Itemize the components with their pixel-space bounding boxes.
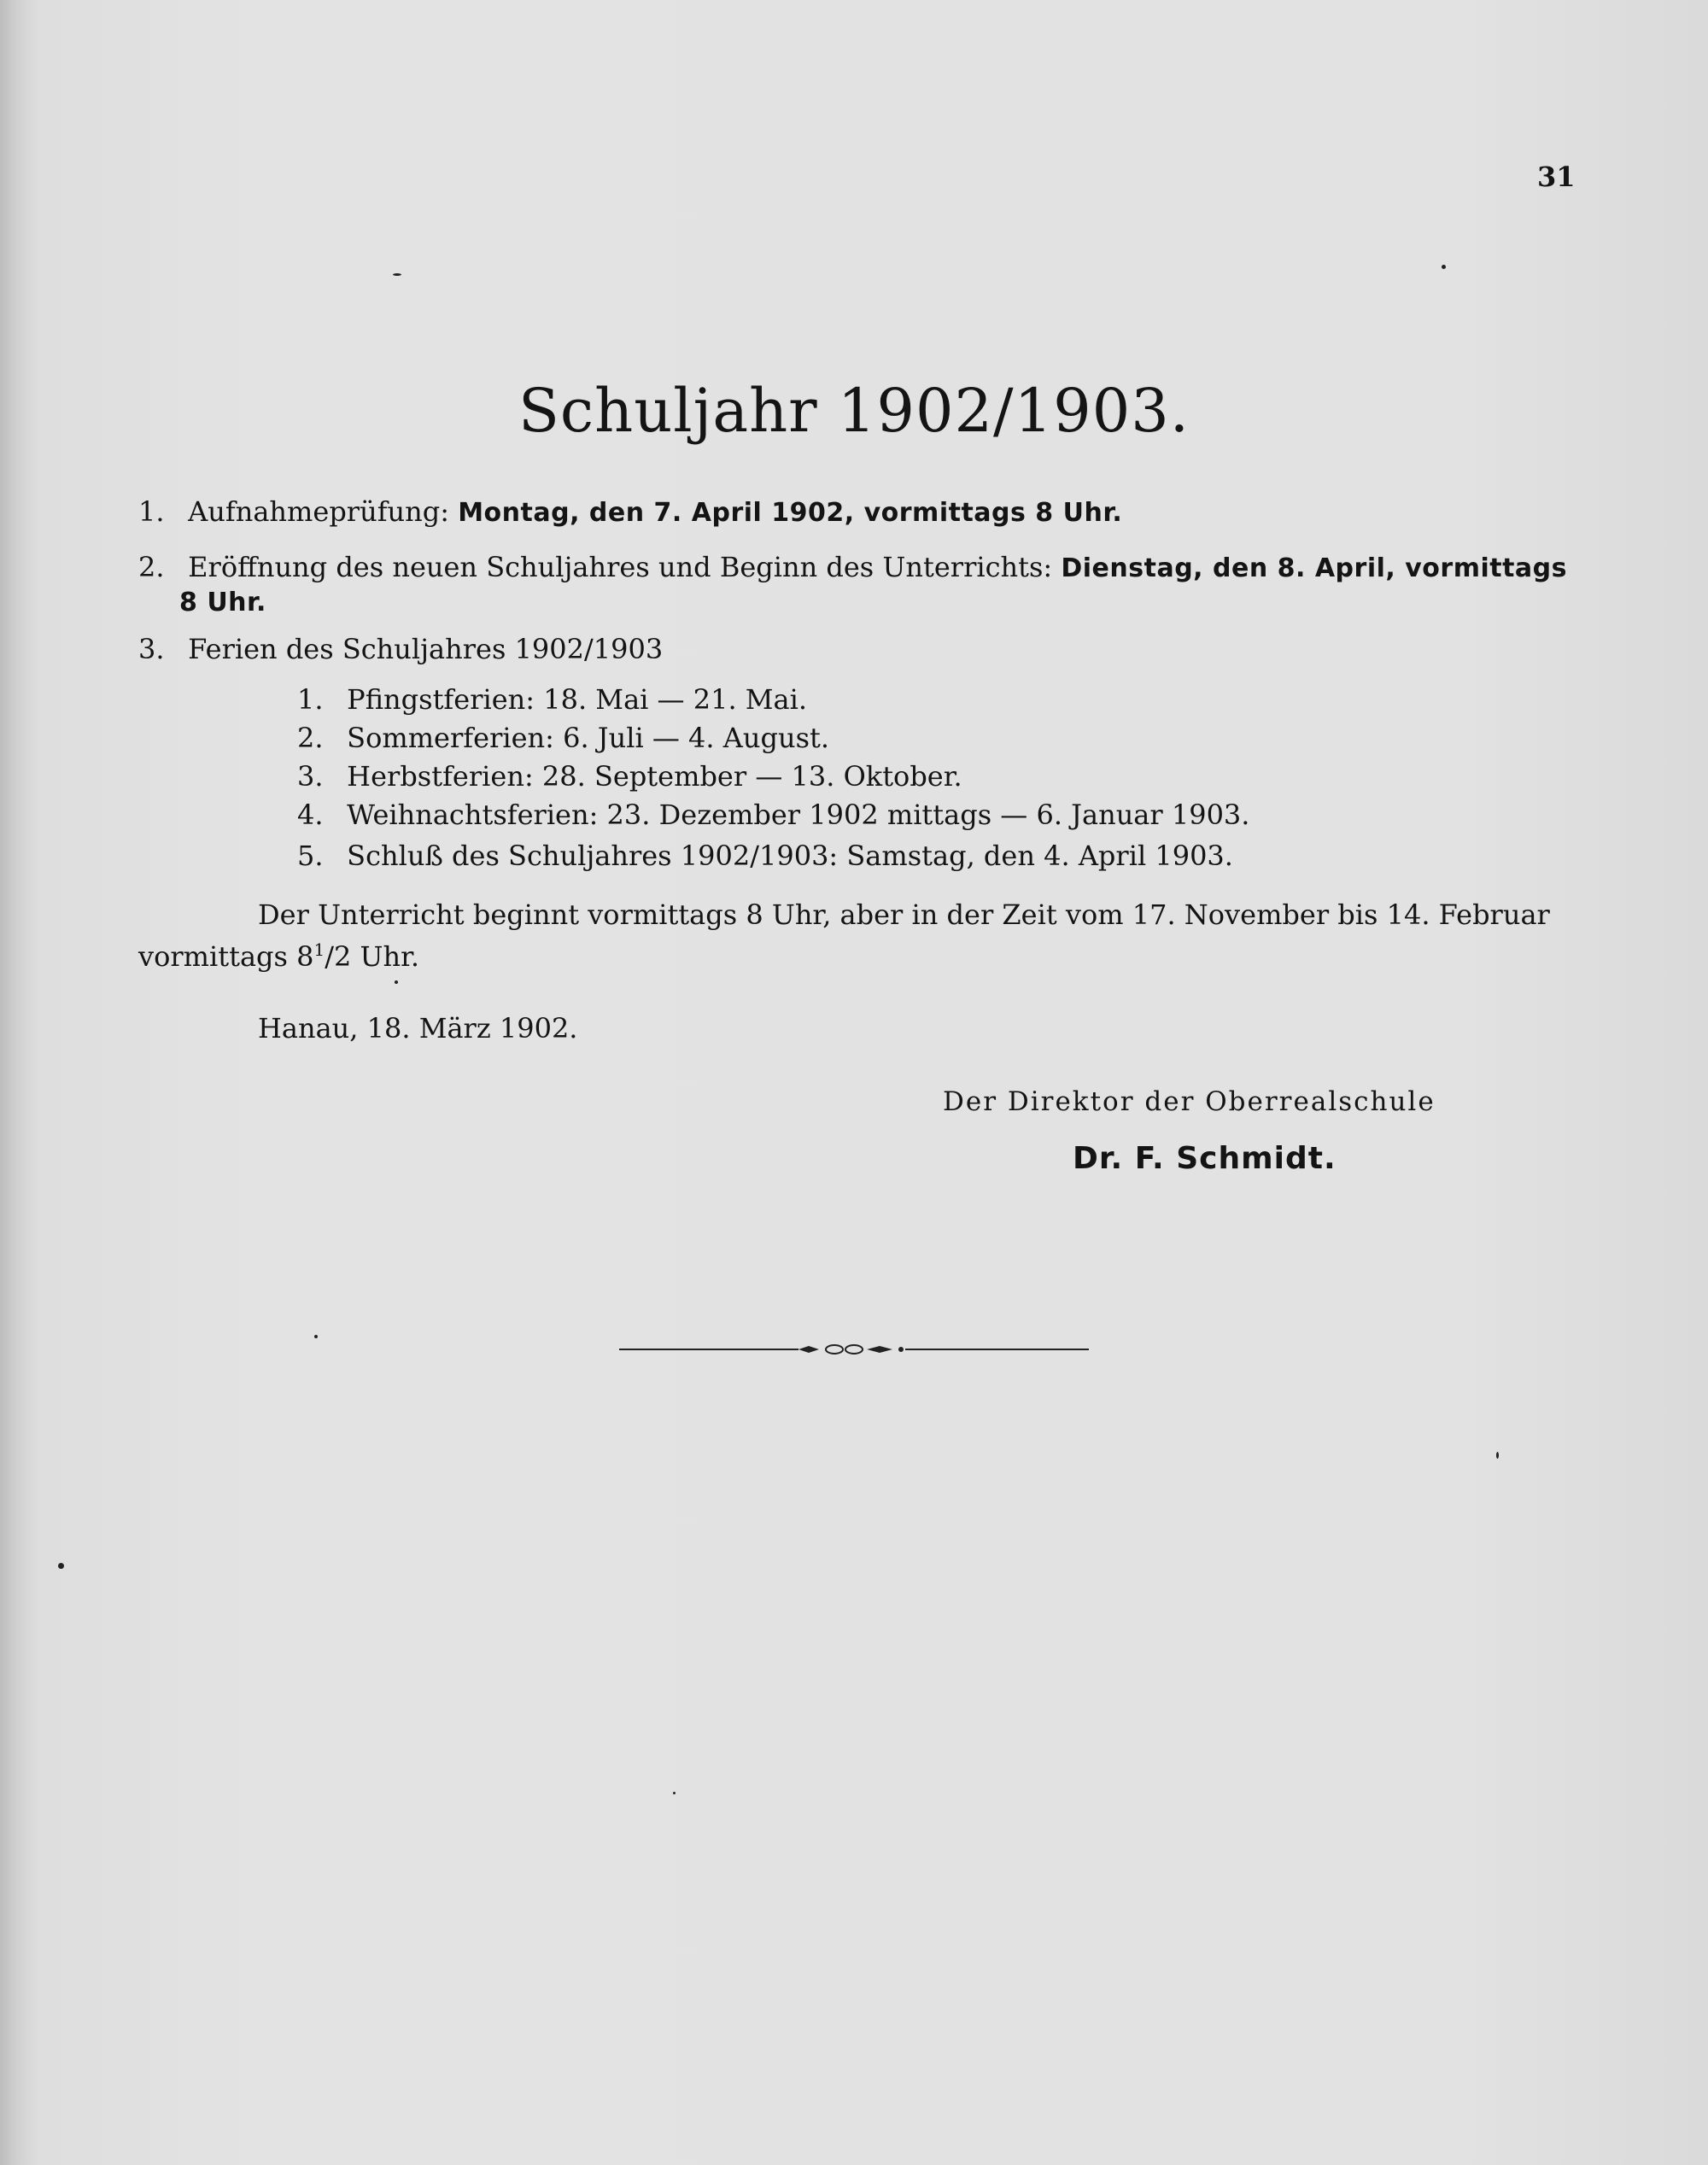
ferien-number: 2. [297, 722, 324, 754]
signature-name: Dr. F. Schmidt. [1073, 1141, 1337, 1176]
ferien-item-sommer [297, 717, 829, 758]
ferien-number: 1. [297, 683, 324, 716]
ferien-item-schluss [297, 835, 1233, 876]
list-item-number: 1. [138, 495, 165, 528]
paragraph-line-1: Der Unterricht beginnt vormittags 8 Uhr, aber in der Zeit vom 17. November bis 14. Februar [258, 898, 1550, 931]
list-item-label: Aufnahmeprüfung: [188, 495, 450, 528]
list-item-eroeffnung [138, 547, 1567, 589]
list-item-emphasis-continued: 8 Uhr. [179, 588, 266, 617]
ferien-text: Weihnachtsferien: 23. Dezember 1902 mittags — 6. Januar 1903. [347, 799, 1250, 831]
paragraph-line-2-end: /2 Uhr. [325, 940, 420, 973]
list-item-label: Eröffnung des neuen Schuljahres und Beginn des Unterrichts: [188, 551, 1053, 583]
paper-speck [1496, 1452, 1499, 1459]
list-item-emphasis: Montag, den 7. April 1902, vormittags 8 Uhr. [458, 498, 1123, 528]
ferien-text: Schluß des Schuljahres 1902/1903: Samstag, den 4. April 1903. [347, 840, 1233, 872]
list-item-eroeffnung-continuation [179, 581, 266, 623]
paper-speck [673, 1792, 676, 1794]
fraction-superscript: 1 [313, 939, 325, 960]
paper-speck [314, 1335, 318, 1338]
list-item-emphasis: Dienstag, den 8. April, vormittags [1061, 553, 1567, 583]
list-item-label: Ferien des Schuljahres 1902/1903 [188, 633, 664, 665]
ferien-number: 4. [297, 799, 324, 831]
page-number: 31 [1537, 161, 1576, 193]
ferien-number: 5. [297, 840, 324, 872]
ferien-text: Sommerferien: 6. Juli — 4. August. [347, 722, 830, 754]
ferien-number: 3. [297, 760, 324, 793]
paper-speck [1442, 265, 1446, 269]
list-item-number: 2. [138, 551, 165, 583]
paper-speck [58, 1563, 64, 1569]
paragraph-line-2-start: vormittags 8 [138, 940, 314, 973]
list-item-ferien [138, 629, 663, 670]
list-item-number: 3. [138, 633, 165, 665]
list-item-aufnahmepruefung [138, 491, 1122, 534]
page-title: Schuljahr 1902/1903. [518, 376, 1190, 446]
paper-speck [393, 273, 401, 276]
place-date: Hanau, 18. März 1902. [258, 1012, 578, 1044]
paragraph-line-2 [138, 929, 419, 977]
signature-title: Der Direktor der Oberrealschule [943, 1086, 1436, 1117]
ferien-item-pfingsten [297, 679, 807, 720]
ferien-item-herbst [297, 756, 962, 797]
ornament-divider-icon [619, 1339, 1089, 1360]
paper-speck [395, 980, 398, 984]
ferien-text: Herbstferien: 28. September — 13. Oktober. [347, 760, 962, 793]
ferien-item-weihnachten [297, 794, 1249, 835]
ferien-text: Pfingstferien: 18. Mai — 21. Mai. [347, 683, 808, 716]
